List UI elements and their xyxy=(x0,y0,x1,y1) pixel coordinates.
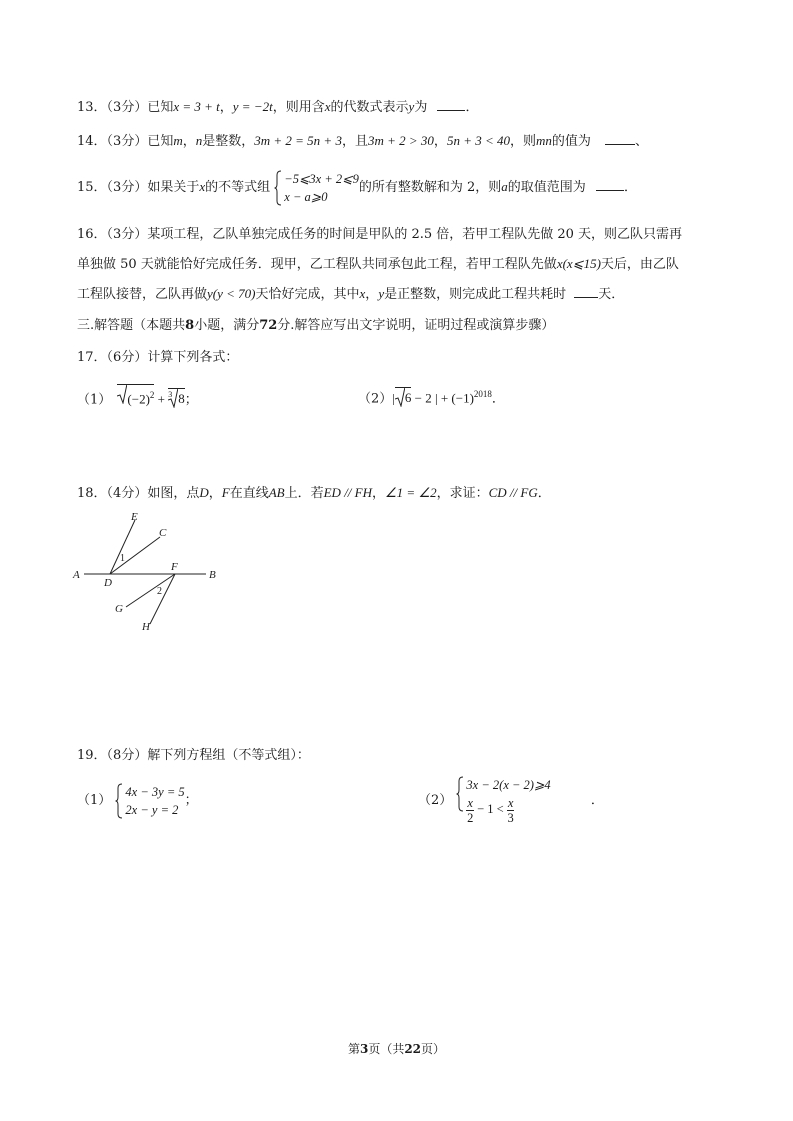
q14-ineq1: 3m + 2 > 30 xyxy=(367,133,434,148)
q13-mid2: 的代数式表示 xyxy=(330,100,409,115)
fraction-denominator: 3 xyxy=(507,810,514,825)
answer-blank[interactable] xyxy=(596,178,624,191)
q14-ineq2: 5n + 3 < 40 xyxy=(446,133,510,148)
sqrt-expression xyxy=(117,384,154,409)
q13-sep: ， xyxy=(219,100,233,115)
q17-p2-root: 6 xyxy=(404,390,412,406)
label-H: H xyxy=(142,621,150,633)
q18-F: F xyxy=(221,485,230,500)
brace-icon xyxy=(274,170,282,206)
answer-blank[interactable] xyxy=(437,98,465,111)
label-F: F xyxy=(171,561,178,573)
q17-p2-abs-open: | xyxy=(392,390,395,406)
q18-AB: AB xyxy=(268,485,285,500)
label-A: A xyxy=(73,569,80,581)
footer-page: 3 xyxy=(359,1042,369,1056)
q13-var-x: x xyxy=(324,99,331,114)
q15-end: ． xyxy=(623,180,637,195)
system-row-1: 3x − 2(x − 2)⩾4 xyxy=(466,778,551,793)
question-14 xyxy=(77,131,648,152)
line-DE xyxy=(110,520,135,574)
q17-p1-label: （1） xyxy=(77,392,112,408)
sqrt-icon xyxy=(395,387,405,407)
sqrt-icon xyxy=(117,384,127,404)
q14-end: 、 xyxy=(635,134,649,149)
q15-t2: 的所有整数解和为 2，则 xyxy=(358,180,502,195)
question-16-line-2 xyxy=(77,254,679,275)
q19-p2-label: （2） xyxy=(418,793,453,808)
fraction-numerator: x xyxy=(467,795,473,810)
q13-eq1: x = 3 + t xyxy=(173,99,220,114)
q17-p2-end: ． xyxy=(491,391,505,407)
section3-n: 8 xyxy=(185,318,195,333)
question-16-line-3 xyxy=(77,284,624,305)
q13-suffix: 为 xyxy=(414,100,428,115)
question-17-title: 17．（6分）计算下列各式： xyxy=(77,350,239,365)
q17-p2-rest: − 2 | + (−1) xyxy=(411,390,474,406)
cuberoot-expression xyxy=(168,388,185,409)
q14-t1: 是整数， xyxy=(202,134,255,149)
q18-end: ． xyxy=(537,486,551,501)
question-18 xyxy=(77,483,551,504)
q14-n: n xyxy=(195,133,203,148)
page-footer xyxy=(0,1040,793,1057)
section-3-header xyxy=(77,316,554,336)
q16-line2-b: 天后，由乙队 xyxy=(600,257,679,272)
q14-t2: ，且 xyxy=(341,134,368,149)
q16-line3-m: y(y < 70) xyxy=(207,286,256,301)
q18-t1: 在直线 xyxy=(229,486,269,501)
q14-prefix: 14．（3分）已知 xyxy=(77,134,174,149)
q16-line3-sep: ， xyxy=(365,287,379,302)
fraction xyxy=(507,796,515,825)
q18-cd: CD // FG xyxy=(488,485,538,500)
q19-p1-end: ； xyxy=(184,793,198,808)
section3-b: 小题，满分 xyxy=(194,318,260,333)
q17-p2-exp: 2018 xyxy=(473,389,492,399)
answer-blank[interactable] xyxy=(574,285,598,298)
sqrt-icon xyxy=(168,388,178,408)
q13-var-y: y xyxy=(408,99,415,114)
label-G: G xyxy=(115,603,123,615)
q16-line3-a: 工程队接替，乙队再做 xyxy=(77,287,208,302)
q18-angle: ∠1 = ∠2 xyxy=(385,485,437,500)
question-19-title: 19．（8分）解下列方程组（不等式组）： xyxy=(77,748,310,763)
section3-c: 分.解答应写出文字说明，证明过程或演算步骤） xyxy=(277,318,555,333)
q17-p1-plus: + xyxy=(154,391,169,407)
q17-p1-exp: 2 xyxy=(149,390,155,400)
q18-ed: ED // FH xyxy=(323,485,372,500)
sqrt-expression xyxy=(395,387,412,408)
q14-t4: 的值为 xyxy=(551,134,591,149)
q16-line3-b: 天恰好完成，其中 xyxy=(255,287,360,302)
q19-p2-mid: − 1 < xyxy=(473,802,507,817)
section3-pts: 72 xyxy=(259,318,278,333)
q17-part-1 xyxy=(77,384,198,410)
inequality-system xyxy=(456,776,550,825)
q16-line3-x: x xyxy=(359,286,366,301)
question-13 xyxy=(77,97,478,118)
q13-mid: ，则用含 xyxy=(272,100,325,115)
q16-line3-y: y xyxy=(378,286,385,301)
q19-p1-label: （1） xyxy=(77,793,112,808)
q14-eq1: 3m + 2 = 5n + 3 xyxy=(254,133,342,148)
q18-prefix: 18．（4分）如图，点 xyxy=(77,486,200,501)
root-index: 3 xyxy=(168,390,173,400)
q14-m: m xyxy=(173,133,183,148)
footer-c: 页） xyxy=(421,1042,446,1056)
section3-a: 三.解答题（本题共 xyxy=(77,318,186,333)
q13-eq2: y = −2t xyxy=(232,99,273,114)
q15-var: x xyxy=(199,179,206,194)
q18-t2: 上．若 xyxy=(284,486,324,501)
q17-p2-label: （2） xyxy=(358,391,393,407)
q14-t3: ，则 xyxy=(509,134,536,149)
brace-icon xyxy=(456,776,464,812)
system-row-2 xyxy=(466,794,550,825)
inequality-system xyxy=(274,170,359,206)
q18-sep1: ， xyxy=(208,486,222,501)
q15-a: a xyxy=(501,179,508,194)
label-C: C xyxy=(159,527,167,539)
footer-b: 页（共 xyxy=(368,1042,405,1056)
q16-line2-m: x(x⩽15) xyxy=(556,256,601,271)
system-row-2: 2x − y = 2 xyxy=(125,802,179,817)
equation-system xyxy=(115,783,184,819)
q14-sep2: ， xyxy=(433,134,447,149)
q16-line2-a: 单独做 50 天就能恰好完成任务．现甲，乙工程队共同承包此工程，若甲工程队先做 xyxy=(77,257,557,272)
question-15 xyxy=(77,168,637,207)
line-FH xyxy=(150,574,175,624)
fraction-denominator: 2 xyxy=(467,810,474,825)
q17-p1-expr: (−2) xyxy=(127,391,150,407)
footer-total: 22 xyxy=(404,1042,422,1056)
q14-sep1: ， xyxy=(182,134,196,149)
q18-t3: ，求证： xyxy=(436,486,489,501)
q14-mn: mn xyxy=(536,133,552,148)
system-row-1: −5⩽3x + 2⩽9 xyxy=(284,171,359,186)
q16-line3-c: 是正整数，则完成此工程共耗时 xyxy=(384,287,567,302)
q17-part-2 xyxy=(358,384,505,409)
answer-blank[interactable] xyxy=(605,132,635,145)
label-D: D xyxy=(104,577,112,589)
brace-icon xyxy=(115,783,123,819)
footer-a: 第 xyxy=(347,1042,360,1056)
q19-p2-end: ． xyxy=(590,793,604,808)
q15-t3: 的取值范围为 xyxy=(507,180,586,195)
q17-p1-root: 8 xyxy=(178,391,185,407)
q17-p1-end: ； xyxy=(184,392,198,408)
fraction xyxy=(466,796,474,825)
q13-end: ． xyxy=(465,100,479,115)
label-angle-1: 1 xyxy=(120,553,125,564)
line-FG xyxy=(126,574,175,607)
system-row-1: 4x − 3y = 5 xyxy=(125,784,185,799)
geometry-figure xyxy=(68,508,228,638)
label-E: E xyxy=(131,511,138,523)
q18-D: D xyxy=(199,485,209,500)
system-row-2: x − a⩾0 xyxy=(284,189,328,204)
q19-part-1 xyxy=(77,781,198,821)
q19-part-2 xyxy=(418,772,604,830)
fraction-numerator: x xyxy=(507,795,514,810)
label-B: B xyxy=(209,569,216,581)
q16-line3-end: 天． xyxy=(598,287,625,302)
line-DC xyxy=(110,537,160,574)
q18-sep2: ， xyxy=(372,486,386,501)
question-16-line-1: 16．（3分）某项工程，乙队单独完成任务的时间是甲队的 2.5 倍，若甲工程队先做 20 天，则乙队只需再 xyxy=(77,227,683,242)
q15-t1: 的不等式组 xyxy=(205,180,271,195)
q15-prefix: 15．（3分）如果关于 xyxy=(77,180,200,195)
q13-prefix: 13．（3分）已知 xyxy=(77,100,174,115)
label-angle-2: 2 xyxy=(157,586,162,597)
